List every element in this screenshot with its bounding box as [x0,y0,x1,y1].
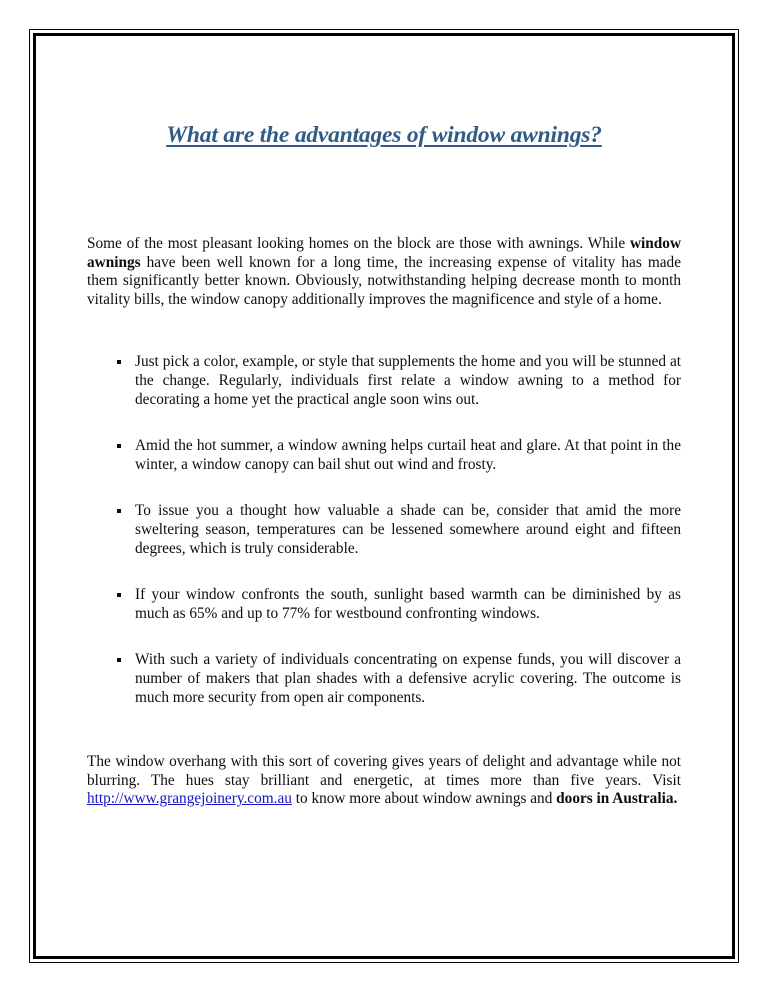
list-item [87,437,681,474]
bullet-square-icon [117,360,121,364]
advantages-list [87,309,681,707]
list-item [87,502,681,558]
intro-paragraph [87,149,681,309]
closing-text-part1: The window overhang with this sort of covering gives years of delight and advantage while not blurring. The hues stay brilliant and energetic, at times more than five years. Visit [87,753,681,789]
bullet-square-icon [117,658,121,662]
page-title: What are the advantages of window awnings? [166,122,602,148]
document-content [87,0,681,809]
list-item-text: To issue you a thought how valuable a shade can be, consider that amid the more sweltering season, temperatures can be lessened somewhere around eight and fifteen degrees, which is truly considerable. [135,502,681,557]
closing-paragraph [87,707,681,809]
list-item-text: If your window confronts the south, sunlight based warmth can be diminished by as much as 65% and up to 77% for westbound confronting windows. [135,586,681,622]
list-item [87,651,681,707]
intro-text-part1: Some of the most pleasant looking homes on the block are those with awnings. While [87,235,630,252]
list-item-text: Just pick a color, example, or style that supplements the home and you will be stunned at the change. Regularly, individuals first relate a window awning to a method for decorating a home yet the practical angle soon wins out. [135,353,681,408]
bullet-square-icon [117,444,121,448]
website-link[interactable]: http://www.grangejoinery.com.au [87,790,292,808]
list-item [87,586,681,623]
closing-bold-phrase: doors in Australia. [556,790,678,808]
list-item-text: Amid the hot summer, a window awning helps curtail heat and glare. At that point in the winter, a window canopy can bail shut out wind and frosty. [135,437,681,473]
closing-text-part2: to know more about window awnings and [291,790,557,808]
intro-text-part2: have been well known for a long time, the increasing expense of vitality has made them significantly better known. Obviously, notwithstanding helping decrease month to month vitality bills, the window canopy additionally improves the magnificence and style of a home. [87,253,681,308]
list-item-text: With such a variety of individuals concentrating on expense funds, you will discover a number of makers that plan shades with a defensive acrylic covering. The outcome is much more security from open air components. [135,651,681,706]
intro-bold-phrase: window awnings [87,235,681,271]
bullet-square-icon [117,509,121,513]
bullet-square-icon [117,593,121,597]
list-item [87,353,681,409]
